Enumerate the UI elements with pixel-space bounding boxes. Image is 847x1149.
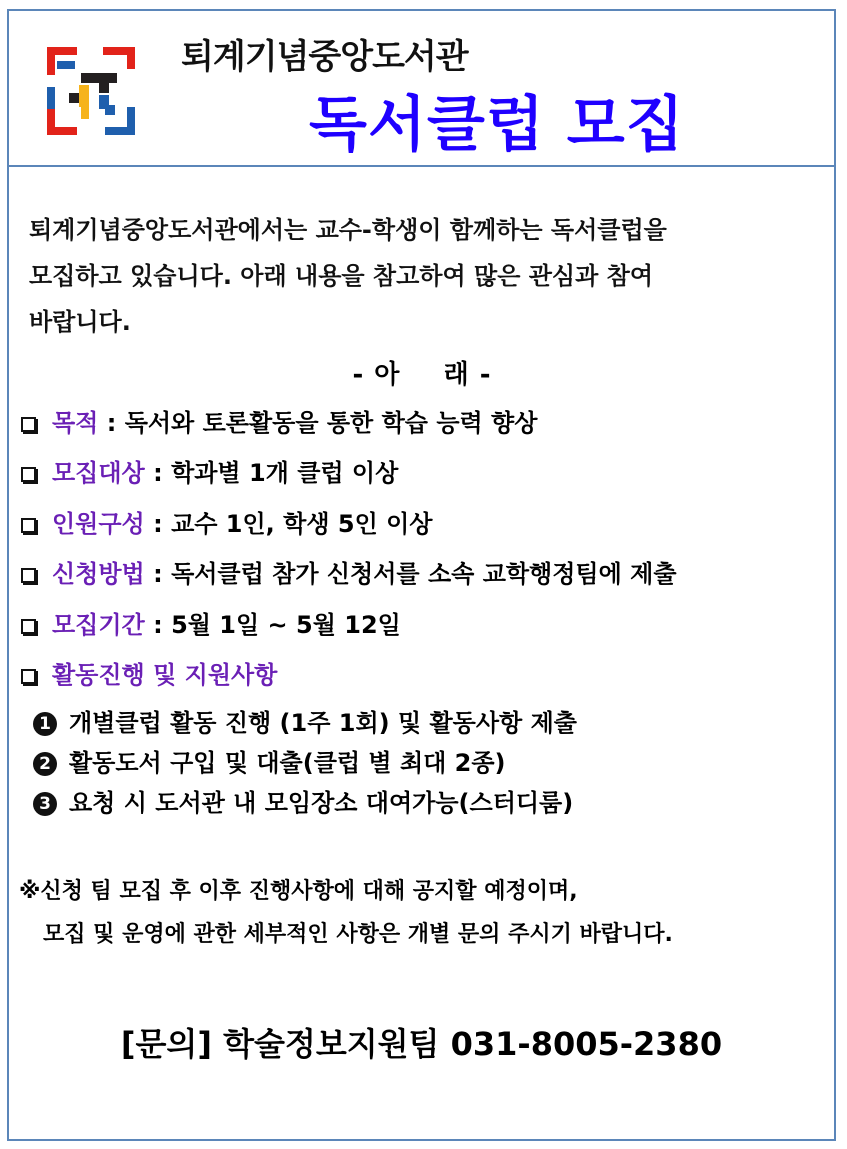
library-logo: [47, 47, 139, 135]
checkbox-icon: [21, 669, 36, 684]
number-3-icon: 3: [33, 792, 57, 816]
intro-line: 바랍니다.: [29, 308, 131, 336]
item-key: 인원구성: [52, 510, 145, 538]
note-line-2: 모집 및 운영에 관한 세부적인 사항은 개별 문의 주시기 바랍니다.: [43, 922, 673, 947]
item-value: 독서와 토론활동을 통한 학습 능력 향상: [124, 409, 538, 437]
item-key: 모집기간: [52, 611, 145, 639]
support-item-2: [33, 743, 506, 778]
item-sep: :: [144, 459, 172, 487]
item-members: [21, 504, 432, 539]
support-text: 활동도서 구입 및 대출(클럽 별 최대 2종): [69, 749, 506, 777]
item-value: 독서클럽 참가 신청서를 소속 교학행정팀에 제출: [171, 560, 677, 588]
notice-header: [9, 11, 834, 167]
item-period: [21, 605, 401, 640]
item-key: 모집대상: [52, 459, 145, 487]
item-value: 5월 1일 ~ 5월 12일: [171, 611, 401, 639]
intro-line: 모집하고 있습니다. 아래 내용을 참고하여 많은 관심과 참여: [29, 262, 654, 290]
support-item-1: [33, 703, 577, 738]
number-2-icon: 2: [33, 752, 57, 776]
intro-paragraph: [29, 207, 789, 345]
notice-title: 독서클럽 모집: [309, 90, 685, 160]
item-target: [21, 453, 398, 488]
number-1-icon: 1: [33, 712, 57, 736]
details-heading: - 아 래 -: [352, 360, 491, 390]
library-name: 퇴계기념중앙도서관: [181, 37, 468, 77]
item-key: 활동진행 및 지원사항: [52, 661, 278, 689]
item-sep: :: [144, 611, 172, 639]
item-sep: :: [144, 510, 172, 538]
checkbox-icon: [21, 568, 36, 583]
item-support: [21, 655, 277, 690]
item-purpose: [21, 403, 537, 438]
checkbox-icon: [21, 518, 36, 533]
item-apply-method: [21, 554, 677, 589]
support-item-3: [33, 783, 573, 818]
contact-info: [문의] 학술정보지원팀 031-8005-2380: [120, 1025, 723, 1063]
support-text: 개별클럽 활동 진행 (1주 1회) 및 활동사항 제출: [69, 709, 577, 737]
item-value: 교수 1인, 학생 5인 이상: [171, 510, 433, 538]
item-key: 목적: [52, 409, 99, 437]
item-key: 신청방법: [52, 560, 145, 588]
checkbox-icon: [21, 417, 36, 432]
intro-line: 퇴계기념중앙도서관에서는 교수-학생이 함께하는 독서클럽을: [29, 216, 667, 244]
checkbox-icon: [21, 619, 36, 634]
support-text: 요청 시 도서관 내 모임장소 대여가능(스터디룸): [69, 789, 574, 817]
item-sep: :: [144, 560, 172, 588]
item-value: 학과별 1개 클럽 이상: [171, 459, 399, 487]
notice-frame: [7, 9, 836, 1141]
item-sep: :: [98, 409, 125, 437]
note-line-1: ※신청 팀 모집 후 이후 진행사항에 대해 공지할 예정이며,: [19, 879, 578, 904]
checkbox-icon: [21, 467, 36, 482]
